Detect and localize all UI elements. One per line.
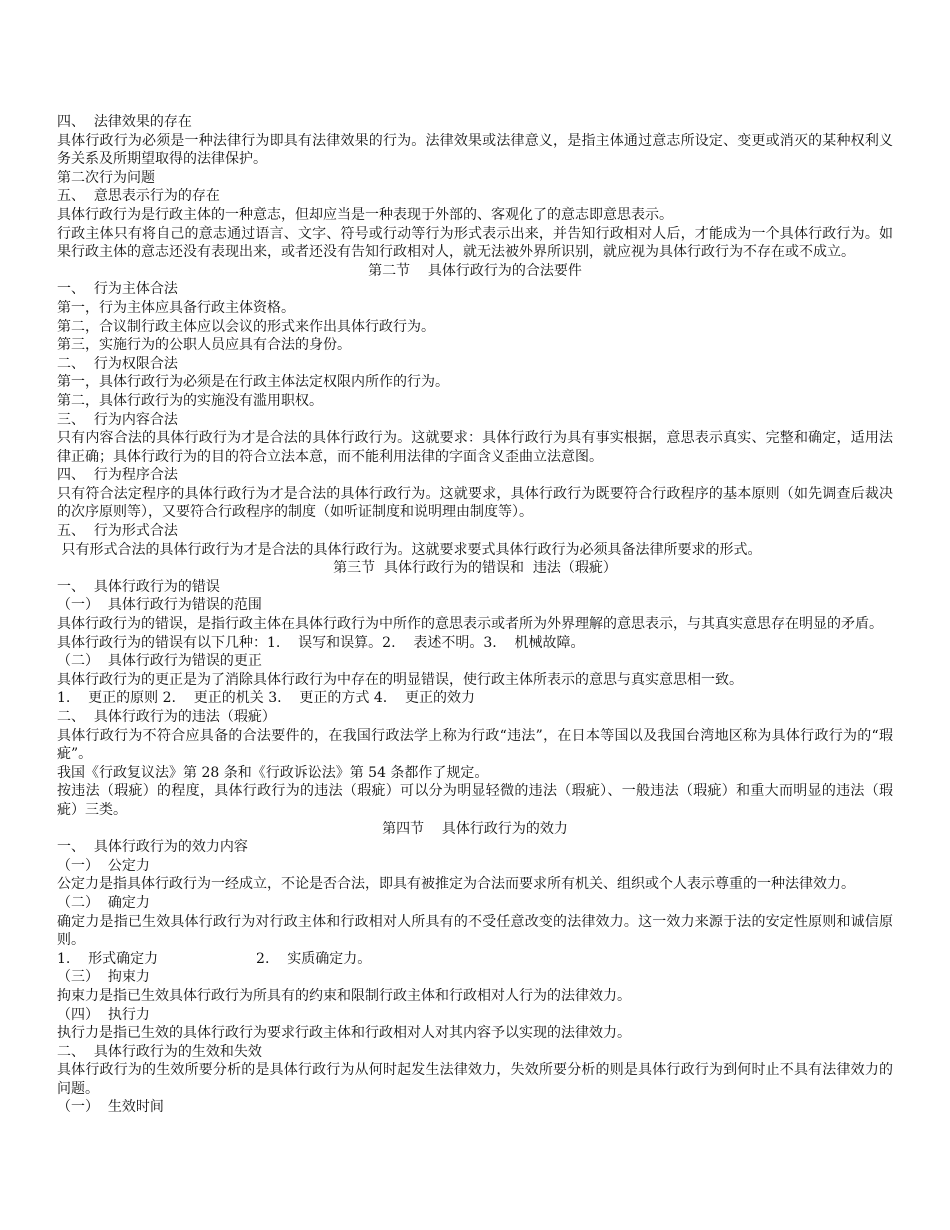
text-line: 二、 具体行政行为的违法（瑕疵） [57,709,276,725]
text-line: 第二，合议制行政主体应以会议的形式来作出具体行政行为。 [57,318,435,335]
text-line: 第二次行为问题 [57,169,155,186]
text-line: 具体行政行为的错误，是指行政主体在具体行政行为中所作的意思表示或者所为外界理解的意思表示，与其真实意思存在明显的矛盾。 [57,616,883,633]
text-line: 执行力是指已生效的具体行政行为要求行政主体和行政相对人对其内容予以实现的法律效力。 [57,1025,631,1042]
document-body [57,113,893,1117]
text-line: 三、 行为内容合法 [57,411,178,428]
text-line: 具体行政行为必须是一种法律行为即具有法律效果的行为。法律效果或法律意义，是指主体通过意志所设定、变更或消灭的某种权利义务关系及所期望取得的法律保护。 [57,132,893,168]
text-line: 第一，具体行政行为必须是在行政主体法定权限内所作的行为。 [57,374,449,391]
text-line: 第一，行为主体应具备行政主体资格。 [57,299,295,316]
text-line: （三） 拘束力 [57,969,150,986]
text-line: （二） 具体行政行为错误的更正 [57,653,262,670]
section-heading: 第二节 具体行政行为的合法要件 [368,262,582,279]
text-line: 确定力是指已生效具体行政行为对行政主体和行政相对人所具有的不受任意改变的法律效力。这一效力来源于法的安定性原则和诚信原则。 [57,913,893,949]
text-line: 二、 具体行政行为的生效和失效 [57,1043,262,1060]
text-line: 一、 具体行政行为的效力内容 [57,839,248,856]
text-line: 四、 行为程序合法 [57,467,178,484]
text-line: 1. 更正的原则 2. 更正的机关 3. 更正的方式 4. 更正的效力 [57,690,475,707]
text-line: 1. 形式确定力 2. 实质确定力。 [57,950,372,967]
text-line: 只有形式合法的具体行政行为才是合法的具体行政行为。这就要求要式具体行政行为必须具备法律所要求的形式。 [57,541,762,558]
text-line: 拘束力是指已生效具体行政行为所具有的约束和限制行政主体和行政相对人行为的法律效力。 [57,987,631,1004]
text-line: 行政主体只有将自己的意志通过语言、文字、符号或行动等行为形式表示出来，并告知行政相对人后，才能成为一个具体行政行为。如果行政主体的意志还没有表现出来，或者还没有告知行政相对人，就无法被外界所识别，就应视为具体行政行为不存在或不成立。 [57,225,893,261]
text-line: （一） 公定力 [57,857,150,874]
text-line: 按违法（瑕疵）的程度，具体行政行为的违法（瑕疵）可以分为明显轻微的违法（瑕疵）、一般违法（瑕疵）和重大而明显的违法（瑕疵）三类。 [57,783,893,818]
text-line: 一、 具体行政行为的错误 [57,578,220,595]
text-line: 四、 法律效果的存在 [57,114,192,130]
text-line: （一） 具体行政行为错误的范围 [57,597,262,614]
text-line: 一、 行为主体合法 [57,281,178,298]
section-heading: 第三节 具体行政行为的错误和 违法（瑕疵） [333,560,617,577]
text-line: （一） 生效时间 [57,1099,164,1116]
text-line: 具体行政行为不符合应具备的合法要件的，在我国行政法学上称为行政“违法”，在日本等国以及我国台湾地区称为具体行政行为的“瑕疵”。 [57,727,893,763]
text-line: 五、 意思表示行为的存在 [57,188,220,205]
text-line: 公定力是指具体行政行为一经成立，不论是否合法，即具有被推定为合法而要求所有机关、组织或个人表示尊重的一种法律效力。 [57,876,855,893]
text-line: 我国《行政复议法》第 28 条和《行政诉讼法》第 54 条都作了规定。 [57,764,489,781]
text-line: 第二，具体行政行为的实施没有滥用职权。 [57,392,323,409]
text-line: 只有符合法定程序的具体行政行为才是合法的具体行政行为。这就要求，具体行政行为既要符合行政程序的基本原则（如先调查后裁决的次序原则等），又要符合行政程序的制度（如听证制度和说明理由制度等）。 [57,485,893,521]
text-line: 具体行政行为的更正是为了消除具体行政行为中存在的明显错误，使行政主体所表示的意思与真实意思相一致。 [57,671,743,688]
text-line: 五、 行为形式合法 [57,523,178,540]
text-line: 第三，实施行为的公职人员应具有合法的身份。 [57,337,351,354]
text-line: （四） 执行力 [57,1006,150,1023]
text-line: 具体行政行为的错误有以下几种：1. 误写和误算。2. 表述不明。3. 机械故障。 [57,634,585,651]
text-line: 只有内容合法的具体行政行为才是合法的具体行政行为。这就要求：具体行政行为具有事实根据，意思表示真实、完整和确定，适用法律正确；具体行政行为的目的符合立法本意，而不能利用法律的字面含义歪曲立法意图。 [57,430,893,465]
text-line: （二） 确定力 [57,894,150,911]
section-heading: 第四节 具体行政行为的效力 [382,820,568,837]
text-line: 具体行政行为是行政主体的一种意志，但却应当是一种表现于外部的、客观化了的意志即意思表示。 [57,206,673,223]
text-line: 具体行政行为的生效所要分析的是具体行政行为从何时起发生法律效力，失效所要分析的则是具体行政行为到何时止不具有法律效力的问题。 [57,1062,893,1097]
text-line: 二、 行为权限合法 [57,355,178,372]
